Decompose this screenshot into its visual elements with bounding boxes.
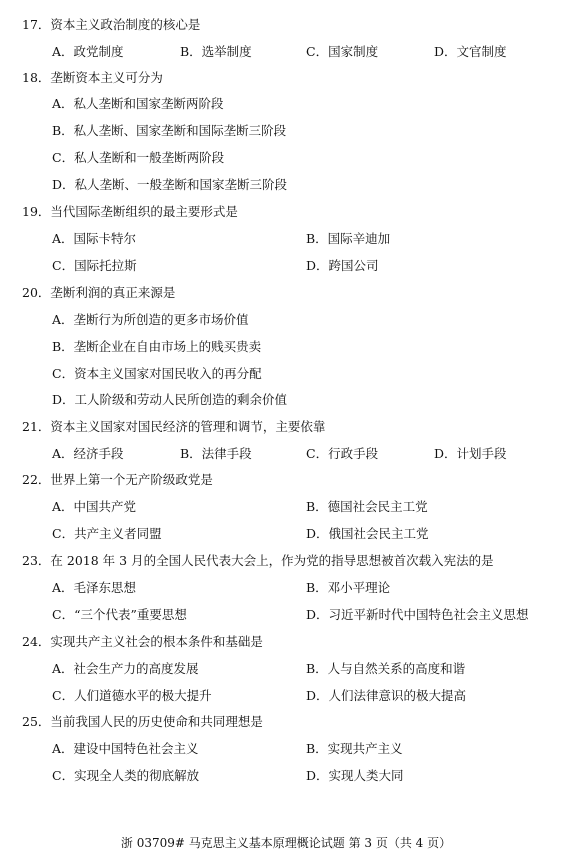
option-a: A．中国共产党 <box>52 499 137 514</box>
option-c: C．私人垄断和一般垄断两阶段 <box>52 150 225 165</box>
option-c: C．国家制度 <box>306 44 379 59</box>
option-b: B．私人垄断、国家垄断和国际垄断三阶段 <box>52 123 287 138</box>
option-d: D．习近平新时代中国特色社会主义思想 <box>306 607 529 622</box>
option-a: A．毛泽东思想 <box>52 580 137 595</box>
option-d: D．私人垄断、一般垄断和国家垄断三阶段 <box>52 177 288 192</box>
question-stem: 24．实现共产主义社会的根本条件和基础是 <box>22 634 263 649</box>
question-stem: 19．当代国际垄断组织的最主要形式是 <box>22 204 238 219</box>
option-b: B．选举制度 <box>180 44 252 59</box>
option-b: B．国际辛迪加 <box>306 231 391 246</box>
option-c: C．共产主义者同盟 <box>52 526 162 541</box>
question-stem: 23．在 2018 年 3 月的全国人民代表大会上，作为党的指导思想被首次载入宪法的是 <box>22 553 494 568</box>
option-a: A．社会生产力的高度发展 <box>52 661 199 676</box>
option-d: D．人们法律意识的极大提高 <box>306 688 467 703</box>
option-d: D．计划手段 <box>434 446 507 461</box>
option-d: D．跨国公司 <box>306 258 379 273</box>
option-a: A．垄断行为所创造的更多市场价值 <box>52 312 249 327</box>
question-stem: 17．资本主义政治制度的核心是 <box>22 17 201 32</box>
option-c: C．资本主义国家对国民收入的再分配 <box>52 366 262 381</box>
option-d: D．工人阶级和劳动人民所创造的剩余价值 <box>52 392 288 407</box>
option-a: A．政党制度 <box>52 44 124 59</box>
question-stem: 18．垄断资本主义可分为 <box>22 70 163 85</box>
question-stem: 22．世界上第一个无产阶级政党是 <box>22 472 213 487</box>
question-stem: 25．当前我国人民的历史使命和共同理想是 <box>22 714 263 729</box>
option-c: C．人们道德水平的极大提升 <box>52 688 212 703</box>
option-c: C．行政手段 <box>306 446 379 461</box>
question-stem: 20．垄断利润的真正来源是 <box>22 285 176 300</box>
option-b: B．垄断企业在自由市场上的贱买贵卖 <box>52 339 262 354</box>
question-stem: 21．资本主义国家对国民经济的管理和调节，主要依靠 <box>22 419 326 434</box>
option-d: D．文官制度 <box>434 44 507 59</box>
option-b: B．人与自然关系的高度和谐 <box>306 661 466 676</box>
option-b: B．德国社会民主工党 <box>306 499 428 514</box>
option-b: B．邓小平理论 <box>306 580 391 595</box>
option-b: B．实现共产主义 <box>306 741 403 756</box>
option-c: C．实现全人类的彻底解放 <box>52 768 200 783</box>
option-d: D．俄国社会民主工党 <box>306 526 429 541</box>
option-a: A．私人垄断和国家垄断两阶段 <box>52 96 224 111</box>
page-footer: 浙 03709# 马克思主义基本原理概论试题 第 3 页（共 4 页） <box>120 836 452 850</box>
option-a: A．经济手段 <box>52 446 124 461</box>
option-a: A．国际卡特尔 <box>52 231 137 246</box>
option-c: C．“三个代表”重要思想 <box>52 607 187 622</box>
option-a: A．建设中国特色社会主义 <box>52 741 199 756</box>
option-d: D．实现人类大同 <box>306 768 404 783</box>
option-c: C．国际托拉斯 <box>52 258 137 273</box>
option-b: B．法律手段 <box>180 446 252 461</box>
